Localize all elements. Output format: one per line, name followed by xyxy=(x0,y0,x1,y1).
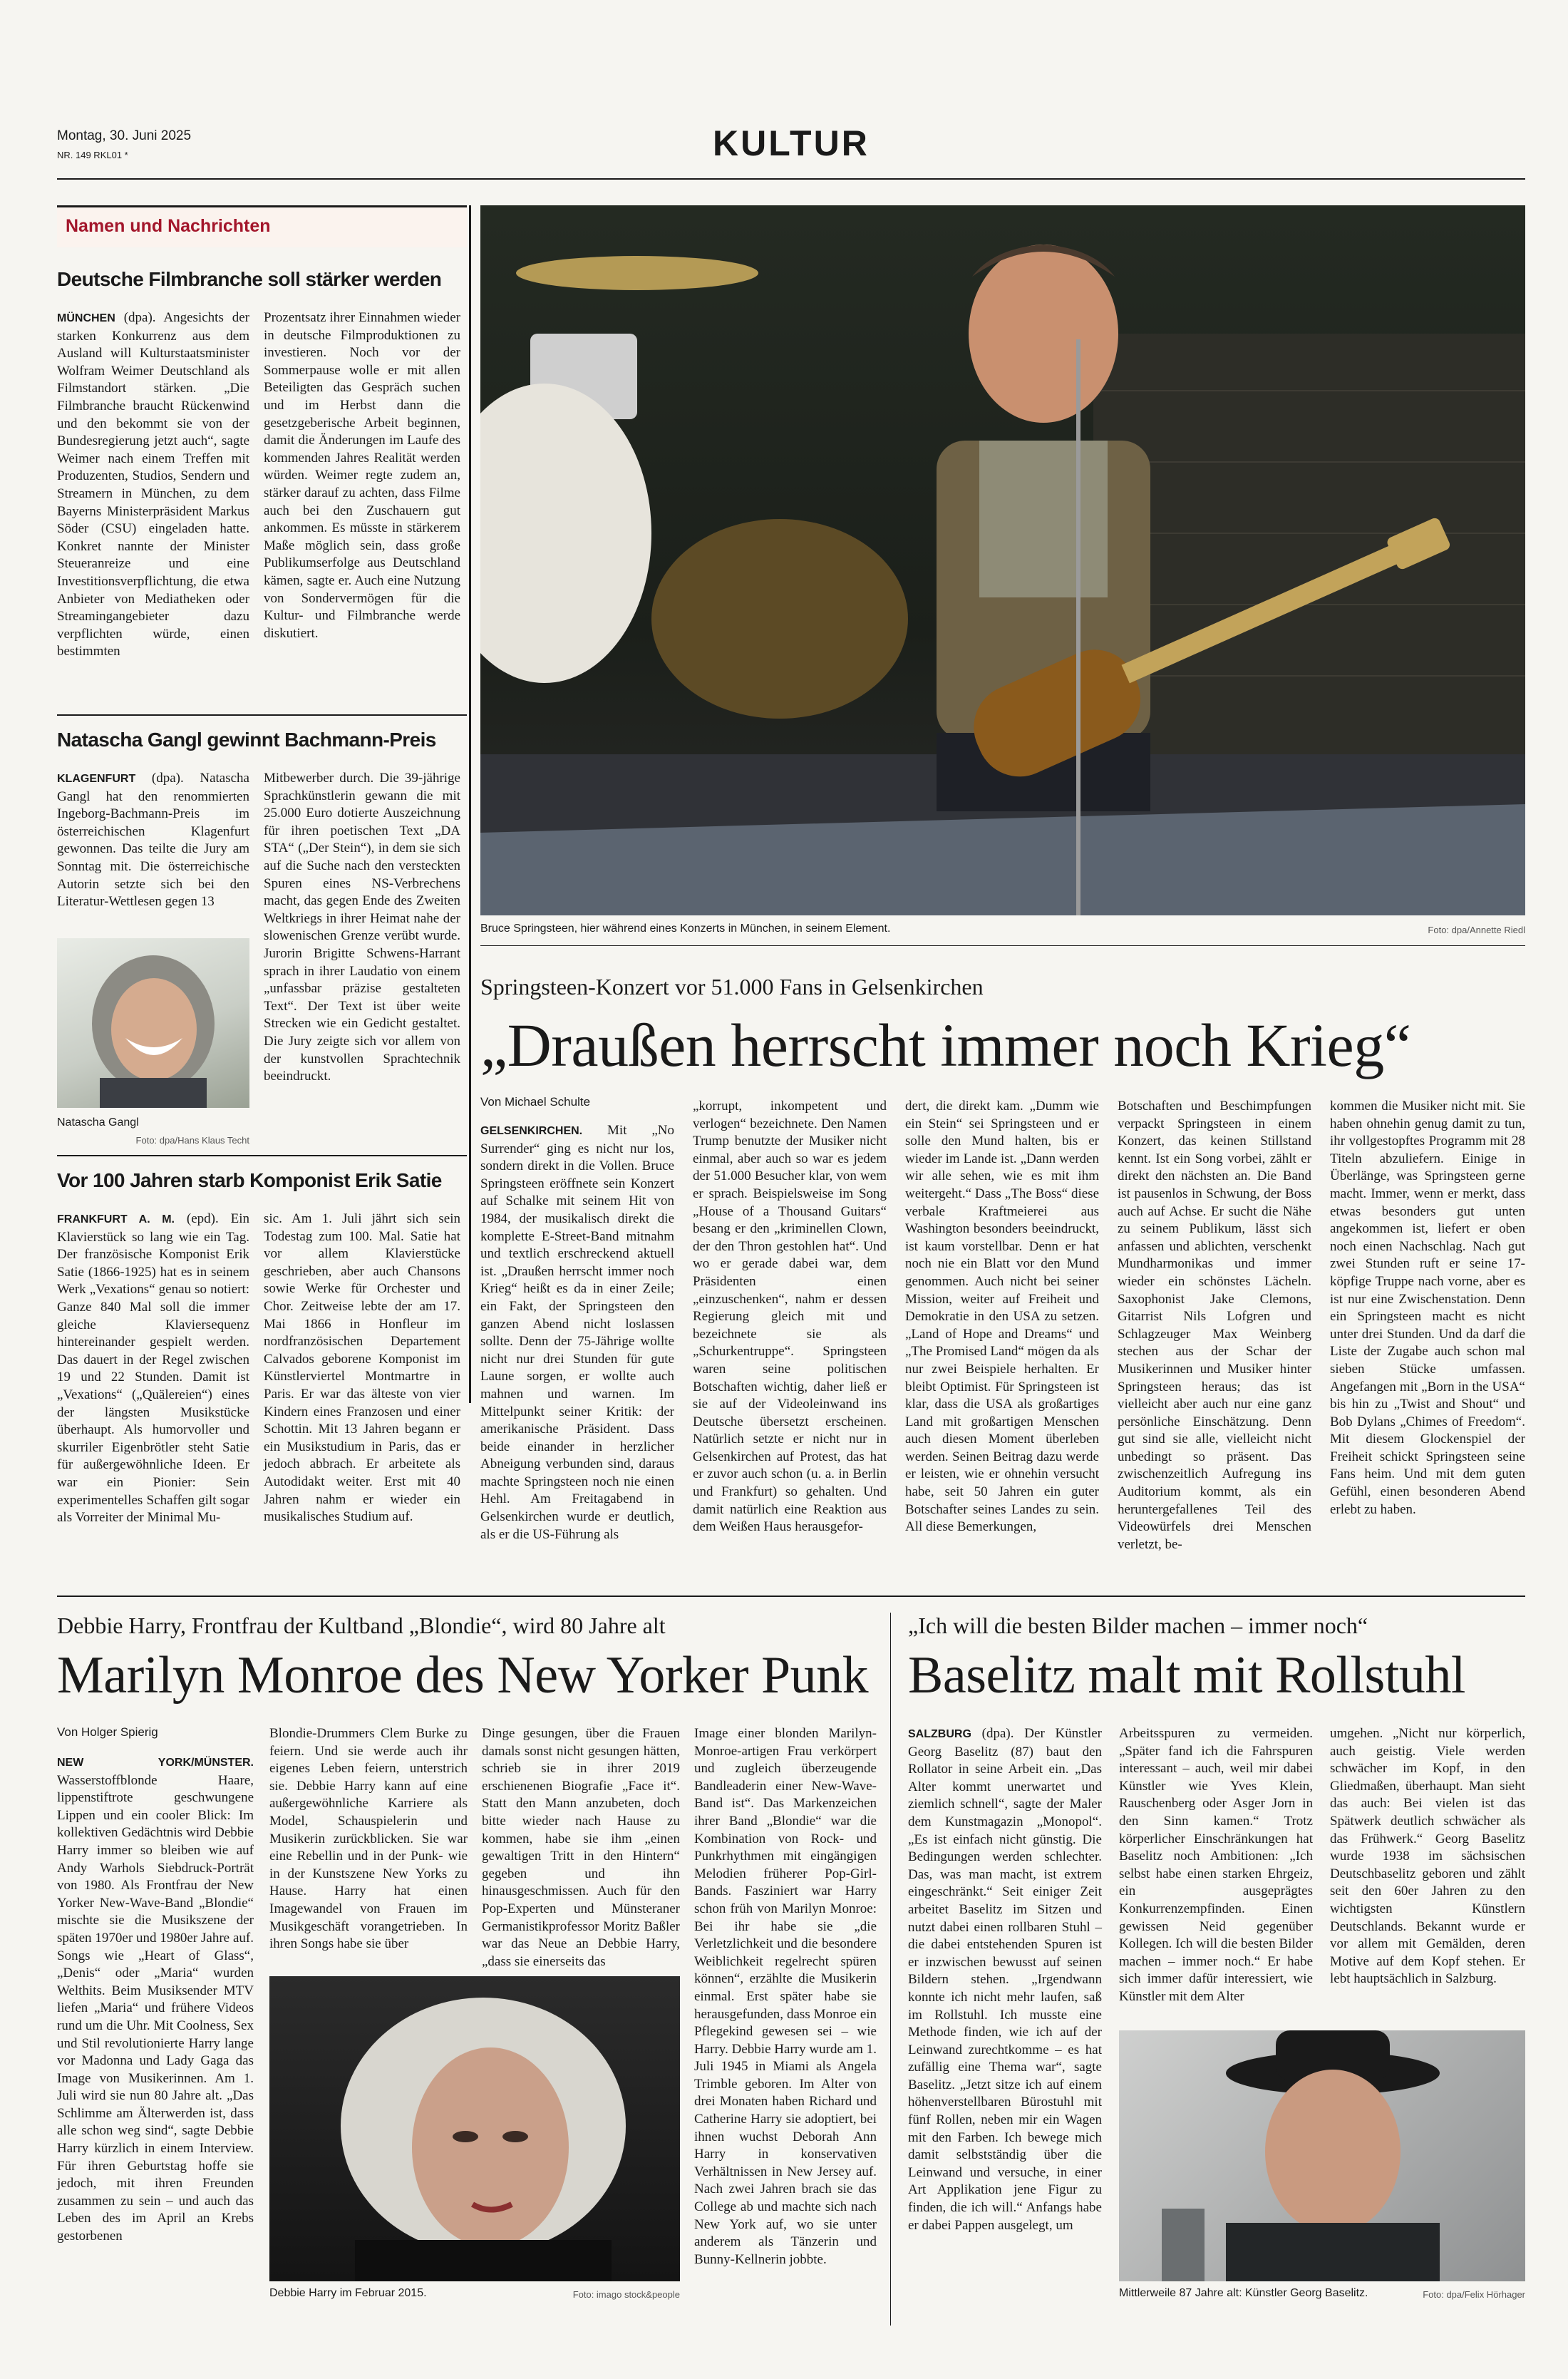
harry-col-3 xyxy=(482,1725,680,1970)
springsteen-col-5 xyxy=(1330,1098,1525,1519)
film-brief-title: Deutsche Filmbranche soll stärker werden xyxy=(57,268,442,290)
springsteen-credit: Foto: dpa/Annette Riedl xyxy=(1428,925,1525,935)
vertical-rule xyxy=(890,1613,891,2326)
gangl-photo xyxy=(57,938,249,1108)
springsteen-author: Von Michael Schulte xyxy=(480,1095,591,1109)
header-rule xyxy=(57,178,1525,180)
baselitz-photo xyxy=(1119,2030,1525,2281)
baselitz-headline: Baselitz malt mit Rollstuhl xyxy=(908,1646,1465,1705)
brief-divider-1 xyxy=(57,714,467,716)
gangl-brief-col-2 xyxy=(264,770,460,1086)
springsteen-photo-rule xyxy=(480,945,1525,946)
springsteen-col-4 xyxy=(1118,1098,1311,1553)
film-brief-col-2 xyxy=(264,309,460,642)
harry-dateline: NEW YORK/MÜNSTER. xyxy=(57,1757,254,1769)
harry-text-3: Dinge gesungen, über die Frauen damals sonst nicht gesungen hätten, schrieb sie in ihrer 2019 erschienenen Biografie „Face it“. Statt den Mann anzubeten, doch bitte wieder nach Hause zu kommen, habe sie ihm „einen gewaltigen Tritt in den Hintern“ gegeben und ihn hinausgeschmissen. Auch für den Pop-Experten und Münsteraner Germanistikprofessor Moritz Baßler war das Neue an Debbie Harry, „dass sie einerseits das xyxy=(482,1726,680,1969)
film-dateline: MÜNCHEN xyxy=(57,312,115,324)
baselitz-credit: Foto: dpa/Felix Hörhager xyxy=(1423,2289,1525,2300)
gangl-brief-col-1 xyxy=(57,770,249,911)
springsteen-text-5: kommen die Musiker nicht mit. Sie haben ohnehin genug damit zu tun, ihr vollgestopftes Programm mit 28 Titeln abzuliefern. Einige in Überlänge, was Springsteen gerne macht. Immer, wenn er merkt, dass etwas besonders gut unten angekommen ist, liefert er oben noch einen Nachschlag. Nach gut zwei Stunden ruft er seine 17-köpfige Truppe nach vorne, aber es ist nur eine Zwischenstation. Denn ein Springsteen macht es nicht unter drei Stunden. Und da darf die Liste der Zugabe auch schon mal sieben Stücke umfassen. Angefangen mit „Born in the USA“ bis hin zu „Twist and Shout“ und Bob Dylans „Chimes of Freedom“. Mit diesem Glockenspiel der Freiheit schickt Springsteen seine Fans heim. Und mit dem guten Gefühl, einen besonderen Abend erlebt zu haben. xyxy=(1330,1099,1525,1517)
film-text-1: (dpa). Angesichts der starken Konkurrenz aus dem Ausland will Kulturstaatsminister Wolfram Weimer Deutschland als Filmstandort stärken. „Die Filmbranche braucht Rückenwind und den bekommt sie von der Bundesregierung jetzt auch“, sagte Weimer nach einem Treffen mit Produzenten, Studios, Sendern und Streamern in München, zu dem Bayerns Ministerpräsident Markus Söder (CSU) eingeladen hatte. Konkret nannte der Minister Steueranreize und eine Investitionsverpflichtung, die etwa Anbieter von Mediatheken oder Streamingangebieter dazu verpflichten würde, einen bestimmten xyxy=(57,310,250,659)
springsteen-photo xyxy=(480,205,1525,915)
film-brief-col-1 xyxy=(57,309,249,661)
harry-headline: Marilyn Monroe des New Yorker Punk xyxy=(57,1646,869,1705)
satie-text-2: sic. Am 1. Juli jährt sich sein Todestag zum 100. Mal. Satie hat vor allem Klavierstücke geschrieben, aber auch Chansons sowie Werke für Orchester und Chor. Zeitweise lebte der am 17. Mai 1866 in Honfleur im nordfranzösischen Departement Calvados geborene Komponist im Künstlerviertel Montmartre in Paris. Er war das älteste von vier Kindern eines Franzosen und einer Schottin. Mit 13 Jahren begann er ein Musikstudium in Paris, das er jedoch abbrach. Er arbeitete als Autodidakt weiter. Erst mit 40 Jahren nahm er wieder ein musikalisches Studium auf. xyxy=(264,1211,460,1525)
gangl-caption: Natascha Gangl xyxy=(57,1116,139,1129)
springsteen-dateline: GELSENKIRCHEN. xyxy=(480,1125,583,1137)
baselitz-text-1: (dpa). Der Künstler Georg Baselitz (87) baut den Rollator in seine Arbeit ein. „Das Alter kommt unerwartet und ziemlich schnell“, sagte der Maler dem Kunstmagazin „Monopol“. „Es ist einfach nicht günstig. Die Bedingungen werden schlechter. Das, was man macht, ist extrem eingeschränkt.“ Seit einiger Zeit arbeitet Baselitz im Sitzen und nutzt dabei einen rollbaren Stuhl – die dabei entstehenden Spuren ist er inzwischen bewusst auf seinen Bildern stehen. „Irgendwann konnte ich nicht mehr laufen, saß im Rollstuhl. Ich musste eine Methode finden, wie ich auf der Leinwand zurechtkomme – es hat zufällig eine Thema war“, sagte Baselitz. „Jetzt sitze ich auf einem höhenverstellbaren Bürostuhl mit fünf Rollen, neben mir ein Wagen mit den Farben. Ich bewege mich damit selbstständig über die Leinwand und versuche, in einer Art Applikation jene Figur zu finden, die ich will.“ Anfangs habe er dabei Pappen ausgelegt, um xyxy=(908,1726,1102,2233)
springsteen-text-2: „korrupt, inkompetent und verlogen“ bezeichnete. Den Namen Trump benutzte der Musiker nicht einmal, aber auch so war es jedem der 51.000 Besucher klar, von wem er sprach. Beispielsweise im Song „House of a Thousand Guitars“ besang er den „kriminellen Clown, der den Thron gestohlen hat“. Und wo er gerade dabei war, dem Präsidenten einen „einzuschenken“, nahm er dessen Regierung gleich mit und bezeichnete sie als „Schurkentruppe“. Springsteen waren seine politischen Botschaften wichtig, daher ließ er sie auf der Videoleinwand ins Deutsche übersetzt erscheinen. Natürlich setzte er nicht nur in Gelsenkirchen auf Protest, das hat er zuvor auch schon (u. a. in Berlin und Frankfurt) so gehalten. Und damit natürlich eine Reaktion aus dem Weißen Haus herausgefor- xyxy=(693,1099,887,1535)
springsteen-text-4: Botschaften und Beschimpfungen verpackt Springsteen in einem Konzert, das keinen Stillstand kennt. Ist ein Song vorbei, zählt er direkt den nächsten an. Die Band ist pausenlos in Schwung, der Boss auch auf Achse. Er sucht die Nähe zu seinem Publikum, lässt sich anfassen und ablichten, verschenkt Mundharmonikas und immer wieder ein schönstes Lächeln. Saxophonist Jake Clemons, Gitarrist Nils Lofgren und Schlagzeuger Max Weinberg stechen aus der Schar der Musikerinnen und Musiker hinter Springsteen heraus; das ist vielleicht aber auch nur eine ganz persönliche Einschätzung. Denn gut sind sie alle, vielleicht nicht unbedingt so präsent. Das zwischenzeitlich Aufregung ins Auditorium kommt, als ein heruntergefallenes Teil des Videowürfels drei Menschen verletzt, be- xyxy=(1118,1099,1311,1552)
harry-col-2 xyxy=(269,1725,468,1953)
springsteen-col-2 xyxy=(693,1098,887,1536)
springsteen-col-3 xyxy=(905,1098,1099,1536)
springsteen-caption: Bruce Springsteen, hier während eines Konzerts in München, in seinem Element. xyxy=(480,923,891,935)
gangl-dateline: KLAGENFURT xyxy=(57,773,136,785)
gangl-brief-title: Natascha Gangl gewinnt Bachmann-Preis xyxy=(57,729,436,751)
baselitz-col-2 xyxy=(1119,1725,1313,2006)
harry-text-1: Wasserstoffblonde Haare, lippenstiftrote geschwungene Lippen und ein cooler Blick: Im kollektiven Gedächtnis wird Debbie Harry immer so bleiben wie auf Andy Warhols Siebdruck-Porträt von 1980. Als Frontfrau der New Yorker New-Wave-Band „Blondie“ mischte sie die Musikszene der späten 1970er und 1980er Jahre auf. Songs wie „Heart of Glass“, „Denis“ oder „Maria“ wurden Welthits. Beim Musiksender MTV liefen „Maria“ und frühere Videos rund um die Uhr. Mit Coolness, Sex und Stil revolutionierte Harry lange vor Madonna und Lady Gaga das Image von Musikerinnen. Am 1. Juli wird sie nun 80 Jahre alt. „Das Schlimme am Älterwerden ist, dass alle schon weg sind“, sagte Debbie Harry kürzlich in einem Interview. Für ihren Geburtstag hoffe sie jedoch, mit ihren Freunden zusammen zu sein – und auch das Leben des im April an Krebs gestorbenen xyxy=(57,1772,254,2244)
baselitz-col-3 xyxy=(1330,1725,1525,1988)
issue-date: Montag, 30. Juni 2025 xyxy=(57,128,192,143)
harry-caption: Debbie Harry im Februar 2015. xyxy=(269,2287,427,2299)
gangl-text-1: (dpa). Natascha Gangl hat den renommierten Ingeborg-Bachmann-Preis im österreichischen Klagenfurt gewonnen. Das teilte die Jury am Sonntag mit. Die österreichische Autorin setzte sich bei den Literatur-Wettlesen gegen 13 xyxy=(57,771,249,910)
issue-number: NR. 149 RKL01 * xyxy=(57,150,128,160)
harry-kicker: Debbie Harry, Frontfrau der Kultband „Blondie“, wird 80 Jahre alt xyxy=(57,1613,666,1638)
baselitz-dateline: SALZBURG xyxy=(908,1728,971,1740)
gangl-text-2: Mitbewerber durch. Die 39-jährige Sprachkünstlerin gewann die mit 25.000 Euro dotierte Auszeichnung für ihren poetischen Text „DA STA“ („Der Stein“), in dem sie sich auf die Suche nach den versteckten Spuren eines NS-Verbrechens macht, das gegen Ende des Zweiten Weltkriegs in ihrer Heimat nahe der slowenischen Grenze verübt wurde. Jurorin Brigitte Schwens-Harrant sprach in ihrer Laudatio von einem „unfassbar präzise gestalteten Text“. Der Text ist über weite Strecken wie ein Gedicht gestaltet. Die Jury zeigte sich vor allem von der kunstvollen Sprachtechnik beeindruckt. xyxy=(264,771,460,1084)
harry-text-4: Image einer blonden Marilyn-Monroe-artigen Frau verkörpert und zugleich überzeugende Bandleaderin einer New-Wave-Band ist“. Das Markenzeichen ihrer Band „Blondie“ war die Kombination von Rock- und Punkrhythmen mit eingängigen Melodien früherer Pop-Girl-Bands. Fasziniert war Harry schon früh von Marilyn Monroe: Bei ihr habe sie „die Verletzlichkeit und die besondere Weiblichkeit regelrecht spüren können“, erzählte die Musikerin einmal. Erst später habe sie herausgefunden, dass Monroe ein Pflegekind gewesen sei – wie Harry. Debbie Harry wurde am 1. Juli 1945 in Miami als Angela Trimble geboren. Im Alter von drei Monaten haben Richard und Catherine Harry sie adoptiert, bei ihnen wuchst Deborah Ann Harry in konservativen Verhältnissen in New Jersey auf. Nach zwei Jahren brach sie das College ab und machte sich nach New York auf, wo sie unter anderem als Tänzerin und Bunny-Kellnerin jobbte. xyxy=(694,1726,877,2267)
springsteen-text-3: dert, die direkt kam. „Dumm wie ein Stein“ sei Springsteen und er solle den Mund halten, bis er wieder im Lande ist. „Dann werden wir alle sehen, wie es mit ihm weitergeht.“ Dass „The Boss“ diese verbale Kraftmeierei aus Washington besonders beeindruckt, ist kaum vorstellbar. Denn er hat noch nie ein Blatt vor den Mund genommen. Auch nicht bei seiner Mission, weiter auf Freiheit und Demokratie in den USA zu setzen. „Land of Hope and Dreams“ und „The Promised Land“ mögen da als nur zwei Beispiele herhalten. Er bleibt Optimist. Für Springsteen ist klar, dass die USA als großartiges Land mit großartigen Menschen auch diesen Moment überleben werden. Seinen Beitrag dazu werde er leisten, wie er ohnehin versucht habe, seit 50 Jahren ein guter Botschafter seines Landes zu sein. All diese Bemerkungen, xyxy=(905,1099,1099,1535)
springsteen-kicker: Springsteen-Konzert vor 51.000 Fans in Gelsenkirchen xyxy=(480,974,984,1000)
baselitz-kicker: „Ich will die besten Bilder machen – immer noch“ xyxy=(908,1613,1368,1638)
springsteen-text-1: Mit „No Surrender“ ging es nicht nur los, sondern direkt in die Vollen. Bruce Springsteen eröffnete sein Konzert auf Schalke mit seinem Hit von 1984, der musikalisch direkt die komplette E-Street-Band mitnahm und textlich erschreckend aktuell ist. „Draußen herrscht immer noch Krieg“ heißt es da in einer Zeile; ein Fakt, der Springsteen den ganzen Abend nicht loslassen sollte. Denn der 75-Jährige wollte nicht nur drei Stunden für gute Laune sorgen, er wollte auch mahnen und warnen. Im Mittelpunkt seiner Kritik: der amerikanische Präsident. Dass beide einander in herzlicher Abneigung verbunden sind, daraus machte Springsteen noch nie einen Hehl. Am Freitagabend in Gelsenkirchen wurde er deutlich, als er die US-Führung als xyxy=(480,1123,675,1542)
springsteen-col-1 xyxy=(480,1122,674,1543)
baselitz-col-1 xyxy=(908,1725,1102,2234)
middle-rule xyxy=(57,1596,1525,1597)
harry-col-4 xyxy=(694,1725,877,2268)
harry-col-1 xyxy=(57,1754,254,2246)
baselitz-caption: Mittlerweile 87 Jahre alt: Künstler Georg Baselitz. xyxy=(1119,2287,1368,2299)
baselitz-text-2: Arbeitsspuren zu vermeiden. „Später fand ich die Fahrspuren interessant – auch, weil mir dabei Künstler wie Yves Klein, Rauschenberg oder Asger Jorn in den Sinn kamen.“ Trotz körperlicher Einschränkungen hat Baselitz noch Ambitionen: „Ich selbst habe einen starken Ehrgeiz, ein ausgeprägtes Konkurrenzempfinden. Einen gewissen Neid gegenüber Kollegen. Ich will die besten Bilder machen – immer noch.“ Er habe sich immer dafür interessiert, wie Künstler mit dem Alter xyxy=(1119,1726,1313,2004)
briefs-box-header xyxy=(57,205,467,247)
baselitz-text-3: umgehen. „Nicht nur körperlich, auch geistig. Viele werden schwächer im Kopf, in den Gliedmaßen, überhaupt. Man sieht das auch: Bei vielen ist das Spätwerk deutlich schwächer als das Frühwerk.“ Georg Baselitz wurde 1938 im sächsischen Deutschbaselitz geboren und zählt seit den 60er Jahren zu den wichtigsten Künstlern Deutschlands. Bekannt wurde er vor allem mit Gemälden, deren Motive auf dem Kopf stehen. Er lebt hauptsächlich in Salzburg. xyxy=(1330,1726,1525,1987)
harry-text-2: Blondie-Drummers Clem Burke zu feiern. Und sie werde auch ihr eigenes Leben feiern, unterstrich sie. Debbie Harry kann auf eine außergewöhnliche Karriere als Model, Schauspielerin und Musikerin zurückblicken. Sie war eine Rebellin und in der Punk- wie in der Kunstszene New Yorks zu Hause. Harry hat einen Imagewandel von Frauen im Musikgeschäft vorangetrieben. In ihren Songs habe sie über xyxy=(269,1726,468,1952)
satie-brief-title: Vor 100 Jahren starb Komponist Erik Satie xyxy=(57,1169,442,1191)
springsteen-headline: „Draußen herrscht immer noch Krieg“ xyxy=(480,1011,1411,1079)
satie-brief-col-1 xyxy=(57,1211,249,1527)
briefs-box-title: Namen und Nachrichten xyxy=(66,216,271,236)
harry-photo xyxy=(269,1976,680,2281)
section-title: KULTUR xyxy=(713,123,870,163)
satie-text-1: (epd). Ein Klavierstück so lang wie ein Tag. Der französische Komponist Erik Satie (1866-1925) hat es in seinem Werk „Vexations“ genau so notiert: Ganze 840 Mal soll die immer gleiche Klaviersequenz hintereinander gespielt werden. Das dauert in der Regel zwischen 19 und 22 Stunden. Damit ist „Vexations“ („Quälereien“) eines der längsten Musikstücke überhaupt. Als humorvoller und skurriler Eigenbrötler steht Satie für außergewöhnliche Ideen. Er war ein Pionier: Sein experimentelles Schaffen gilt sogar als Vorreiter der Minimal Mu- xyxy=(57,1211,249,1526)
satie-brief-col-2 xyxy=(264,1211,460,1526)
satie-dateline: FRANKFURT A. M. xyxy=(57,1213,175,1226)
harry-credit: Foto: imago stock&people xyxy=(572,2289,680,2300)
gangl-credit: Foto: dpa/Hans Klaus Techt xyxy=(135,1135,249,1146)
brief-divider-2 xyxy=(57,1155,467,1156)
harry-author: Von Holger Spierig xyxy=(57,1725,158,1739)
film-text-2: Prozentsatz ihrer Einnahmen wieder in deutsche Filmproduktionen zu investieren. Noch vor der Sommerpause wolle er mit allen Beteiligten das Gespräch suchen und im Herbst dann die gesetzgeberische Arbeit beginnen, damit die Änderungen im Laufe des kommenden Jahres Realität werden würden. Weimer regte zudem an, stärker darauf zu achten, dass Filme auch bei den Zuschauern gut ankommen. Es müsste in stärkerem Maße möglich sein, dass große Publikumserfolge aus Deutschland kämen, sagte er. Auch eine Nutzung von Sondervermögen für die Kultur- und Filmbranche werde diskutiert. xyxy=(264,310,460,641)
